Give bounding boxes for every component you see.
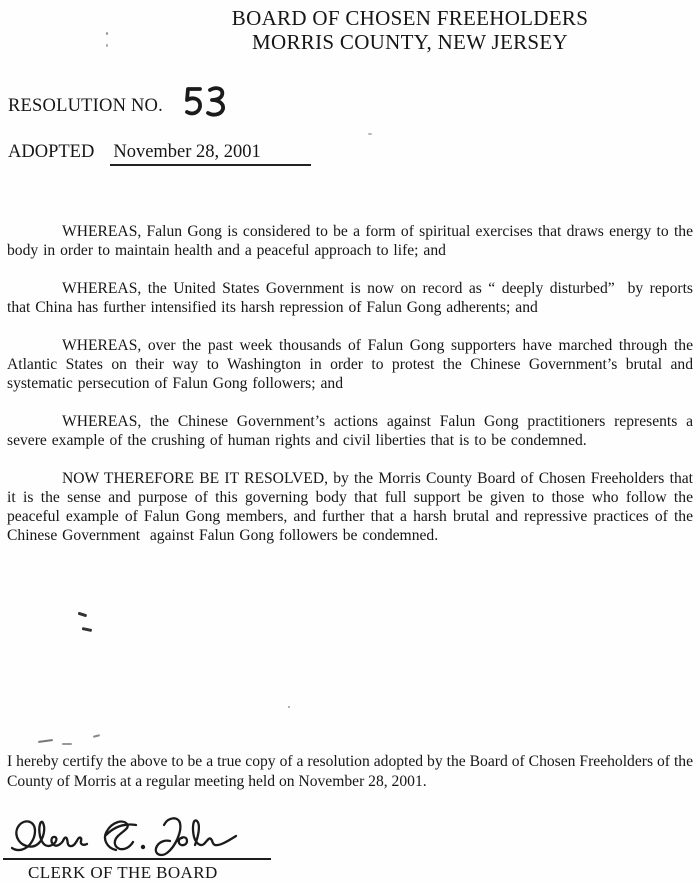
scan-artifact: [62, 743, 72, 745]
handwritten-resolution-number: [183, 85, 229, 121]
document-header: [120, 6, 700, 54]
resolution-number-label: RESOLUTION NO.: [8, 96, 163, 116]
whereas-paragraph-4: WHEREAS, the Chinese Government’s actions against Falun Gong practitioners represents a severe example of the crushing of human rights and civil liberties that is to be condemned.: [7, 413, 693, 449]
adopted-date: November 28, 2001: [110, 142, 310, 166]
signature-line: [3, 858, 271, 860]
scan-artifact: [82, 627, 92, 632]
whereas-paragraph-2: WHEREAS, the United States Government is now on record as “ deeply disturbed” by reports that China has further intensified its harsh repression of Falun Gong adherents; and: [7, 280, 693, 316]
scan-artifact: [78, 612, 87, 617]
scan-artifact: [288, 706, 290, 708]
scan-artifact: [93, 734, 100, 738]
resolution-body: [7, 222, 693, 564]
scan-artifact: [106, 32, 108, 35]
adopted-label: ADOPTED: [8, 142, 95, 162]
whereas-paragraph-3: WHEREAS, over the past week thousands of Falun Gong supporters have marched through the Atlantic States on their way to Washington in order to protest the Chinese Government’s brutal and systematic persecution of Falun Gong followers; and: [7, 337, 693, 392]
resolved-paragraph: NOW THEREFORE BE IT RESOLVED, by the Morris County Board of Chosen Freeholders that it is the sense and purpose of this governing body that full support be given to those who follow the peaceful example of Falun Gong members, and further that a harsh brutal and repressive practices of the Chinese Government against Falun Gong followers be condemned.: [7, 470, 693, 544]
adopted-row: [8, 142, 311, 166]
whereas-paragraph-1: WHEREAS, Falun Gong is considered to be a form of spiritual exercises that draws energy to the body in order to maintain health and a peaceful approach to life; and: [7, 223, 693, 259]
header-org-name: BOARD OF CHOSEN FREEHOLDERS: [231, 6, 589, 30]
scan-artifact: [106, 44, 108, 47]
signature-block: [0, 808, 300, 883]
scan-artifact: [368, 133, 372, 135]
certification-text: I hereby certify the above to be a true copy of a resolution adopted by the Board of Chosen Freeholders of the County of Morris at a regular meeting held on November 28, 2001.: [7, 753, 693, 790]
scan-artifact: [38, 739, 53, 743]
clerk-title: CLERK OF THE BOARD: [28, 863, 218, 882]
header-county-name: MORRIS COUNTY, NEW JERSEY: [252, 30, 568, 54]
clerk-signature: [6, 810, 268, 858]
resolution-number-row: [8, 96, 163, 117]
